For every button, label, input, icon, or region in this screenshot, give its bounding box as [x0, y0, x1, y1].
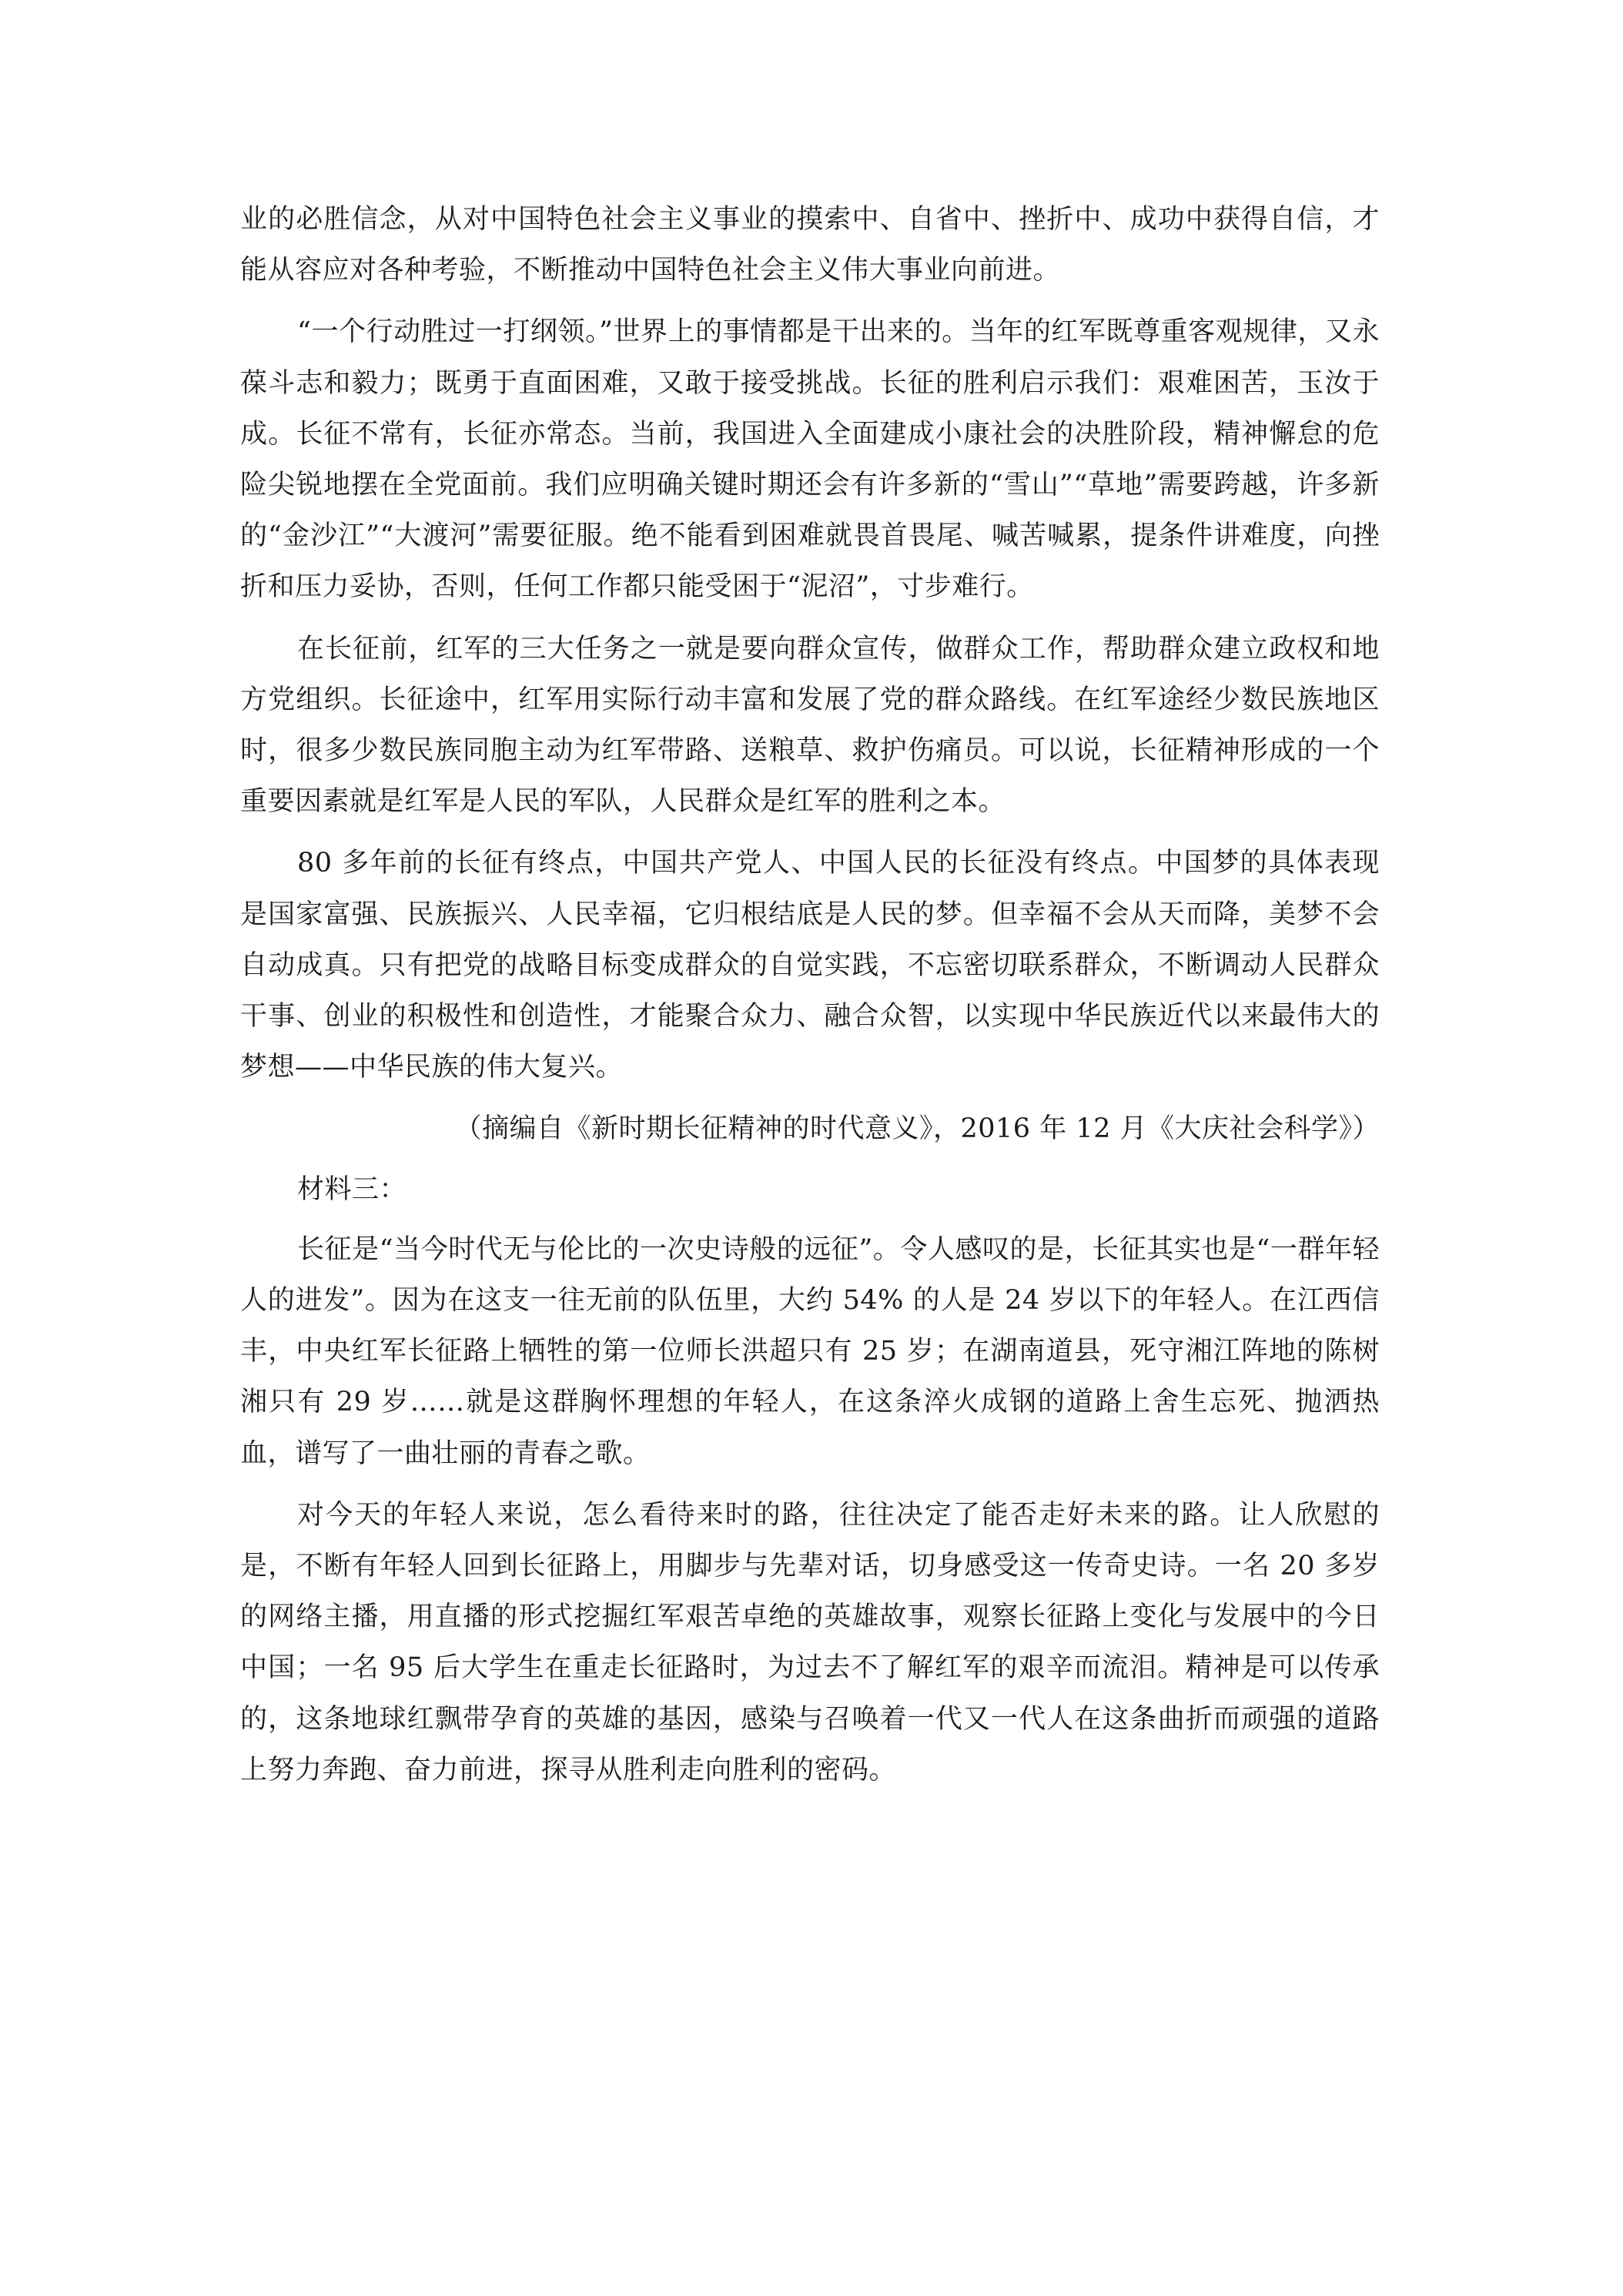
paragraph-continued: 业的必胜信念，从对中国特色社会主义事业的摸索中、自省中、挫折中、成功中获得自信，才能从容应对各种考验，不断推动中国特色社会主义伟大事业向前进。 — [240, 204, 1380, 286]
material-heading: 材料三： — [297, 1173, 407, 1205]
paragraph-youth-march: 长征是“当今时代无与伦比的一次史诗般的远征”。令人感叹的是，长征其实也是“一群年轻人的进发”。因为在这支一往无前的队伍里，大约 54% 的人是 24 岁以下的年轻人。在江西信丰，中央红军长征路上牺牲的第一位师长洪超只有 25 岁；在湖南道县，死守湘江阵地的陈树湘只有 29 岁……就是这群胸怀理想的年轻人，在这条淬火成钢的道路上舍生忘死、抛洒热血，谱写了一曲壮丽的青春之歌。 — [240, 1233, 1380, 1469]
paragraph-action: “一个行动胜过一打纲领。”世界上的事情都是干出来的。当年的红军既尊重客观规律，又永葆斗志和毅力；既勇于直面困难，又敢于接受挑战。长征的胜利启示我们：艰难困苦，玉汝于成。长征不常有，长征亦常态。当前，我国进入全面建成小康社会的决胜阶段，精神懈怠的危险尖锐地摆在全党面前。我们应明确关键时期还会有许多新的“雪山”“草地”需要跨越，许多新的“金沙江”“大渡河”需要征服。绝不能看到困难就畏首畏尾、喊苦喊累，提条件讲难度，向挫折和压力妥协，否则，任何工作都只能受困于“泥沼”，寸步难行。 — [240, 316, 1380, 603]
paragraph-masses: 在长征前，红军的三大任务之一就是要向群众宣传，做群众工作，帮助群众建立政权和地方党组织。长征途中，红军用实际行动丰富和发展了党的群众路线。在红军途经少数民族地区时，很多少数民族同胞主动为红军带路、送粮草、救护伤痛员。可以说，长征精神形成的一个重要因素就是红军是人民的军队，人民群众是红军的胜利之本。 — [240, 633, 1380, 818]
paragraph-young-people-today: 对今天的年轻人来说，怎么看待来时的路，往往决定了能否走好未来的路。让人欣慰的是，不断有年轻人回到长征路上，用脚步与先辈对话，切身感受这一传奇史诗。一名 20 多岁的网络主播，用直播的形式挖掘红军艰苦卓绝的英雄故事，观察长征路上变化与发展中的今日中国；一名 95 后大学生在重走长征路时，为过去不了解红军的艰辛而流泪。精神是可以传承的，这条地球红飘带孕育的英雄的基因，感染与召唤着一代又一代人在这条曲折而顽强的道路上努力奔跑、奋力前进，探寻从胜利走向胜利的密码。 — [240, 1499, 1380, 1786]
document-body — [240, 194, 1380, 1806]
paragraph-china-dream: 80 多年前的长征有终点，中国共产党人、中国人民的长征没有终点。中国梦的具体表现是国家富强、民族振兴、人民幸福，它归根结底是人民的梦。但幸福不会从天而降，美梦不会自动成真。只有把党的战略目标变成群众的自觉实践，不忘密切联系群众，不断调动人民群众干事、创业的积极性和创造性，才能聚合众力、融合众智，以实现中华民族近代以来最伟大的梦想——中华民族的伟大复兴。 — [240, 848, 1380, 1083]
source-citation: （摘编自《新时期长征精神的时代意义》，2016 年 12 月《大庆社会科学》） — [454, 1113, 1380, 1145]
